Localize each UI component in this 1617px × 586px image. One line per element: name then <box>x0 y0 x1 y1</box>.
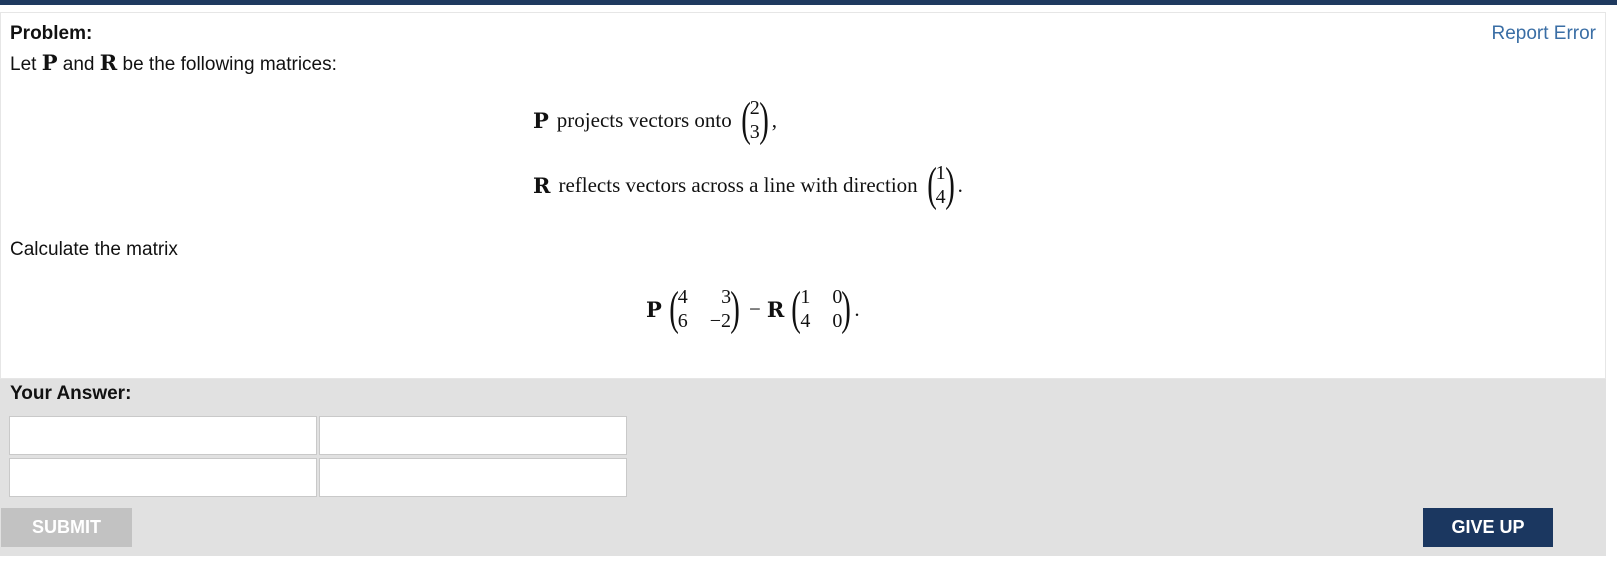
matrix-2 <box>800 285 842 333</box>
intro-rest: be the following matrices: <box>122 54 337 75</box>
matrix-entry: 0 <box>832 310 843 332</box>
definition-p-symbol: P <box>533 107 549 133</box>
definition-p-end: , <box>771 107 777 132</box>
definition-r <box>533 158 963 211</box>
give-up-button[interactable]: GIVE UP <box>1423 508 1553 547</box>
vector-entry: 3 <box>749 121 760 143</box>
definition-p-text: projects vectors onto <box>556 107 732 132</box>
direction-vector <box>936 161 946 209</box>
matrix-entry: 4 <box>677 286 688 308</box>
matrix-entry: 4 <box>800 310 811 332</box>
submit-button[interactable]: SUBMIT <box>1 508 132 547</box>
matrix-entry: −2 <box>709 310 732 332</box>
vector-entry: 2 <box>749 97 760 119</box>
answer-input-r1c2[interactable] <box>319 416 627 455</box>
answer-input-r2c1[interactable] <box>9 458 317 497</box>
left-paren: ( <box>740 93 751 146</box>
answer-input-r1c1[interactable] <box>9 416 317 455</box>
intro-symbol-r: R <box>99 50 118 75</box>
matrix-entry: 1 <box>800 286 811 308</box>
expression-end: . <box>854 296 860 321</box>
answer-input-r2c2[interactable] <box>319 458 627 497</box>
matrix-1 <box>678 285 731 333</box>
minus-sign: − <box>749 296 761 321</box>
right-paren: ) <box>730 282 740 335</box>
right-paren: ) <box>758 93 769 146</box>
definition-r-symbol: R <box>533 172 551 198</box>
matrix-entry: 6 <box>677 310 688 332</box>
left-paren: ( <box>926 158 937 211</box>
expression-symbol-p: P <box>646 296 662 322</box>
matrix-entry: 3 <box>721 286 732 308</box>
intro-symbol-p: P <box>41 50 58 75</box>
matrix-entry: 0 <box>832 286 843 308</box>
problem-intro <box>10 51 337 77</box>
definition-r-text: reflects vectors across a line with direction <box>558 172 918 197</box>
vector-entry: 1 <box>935 162 946 184</box>
calculate-label: Calculate the matrix <box>10 239 178 260</box>
top-accent-bar <box>0 0 1617 5</box>
right-paren: ) <box>841 282 852 335</box>
vector-entry: 4 <box>935 186 946 208</box>
definition-r-end: . <box>957 172 963 197</box>
right-paren: ) <box>944 158 955 211</box>
left-paren: ( <box>668 282 679 335</box>
intro-let: Let <box>10 54 37 75</box>
problem-label: Problem: <box>10 23 93 44</box>
report-error-link[interactable]: Report Error <box>1491 23 1596 44</box>
left-paren: ( <box>791 282 802 335</box>
expression-symbol-r: R <box>766 296 785 322</box>
definition-p <box>533 93 777 146</box>
answer-label: Your Answer: <box>10 383 132 404</box>
matrix-expression <box>646 282 860 335</box>
intro-and: and <box>62 54 95 75</box>
